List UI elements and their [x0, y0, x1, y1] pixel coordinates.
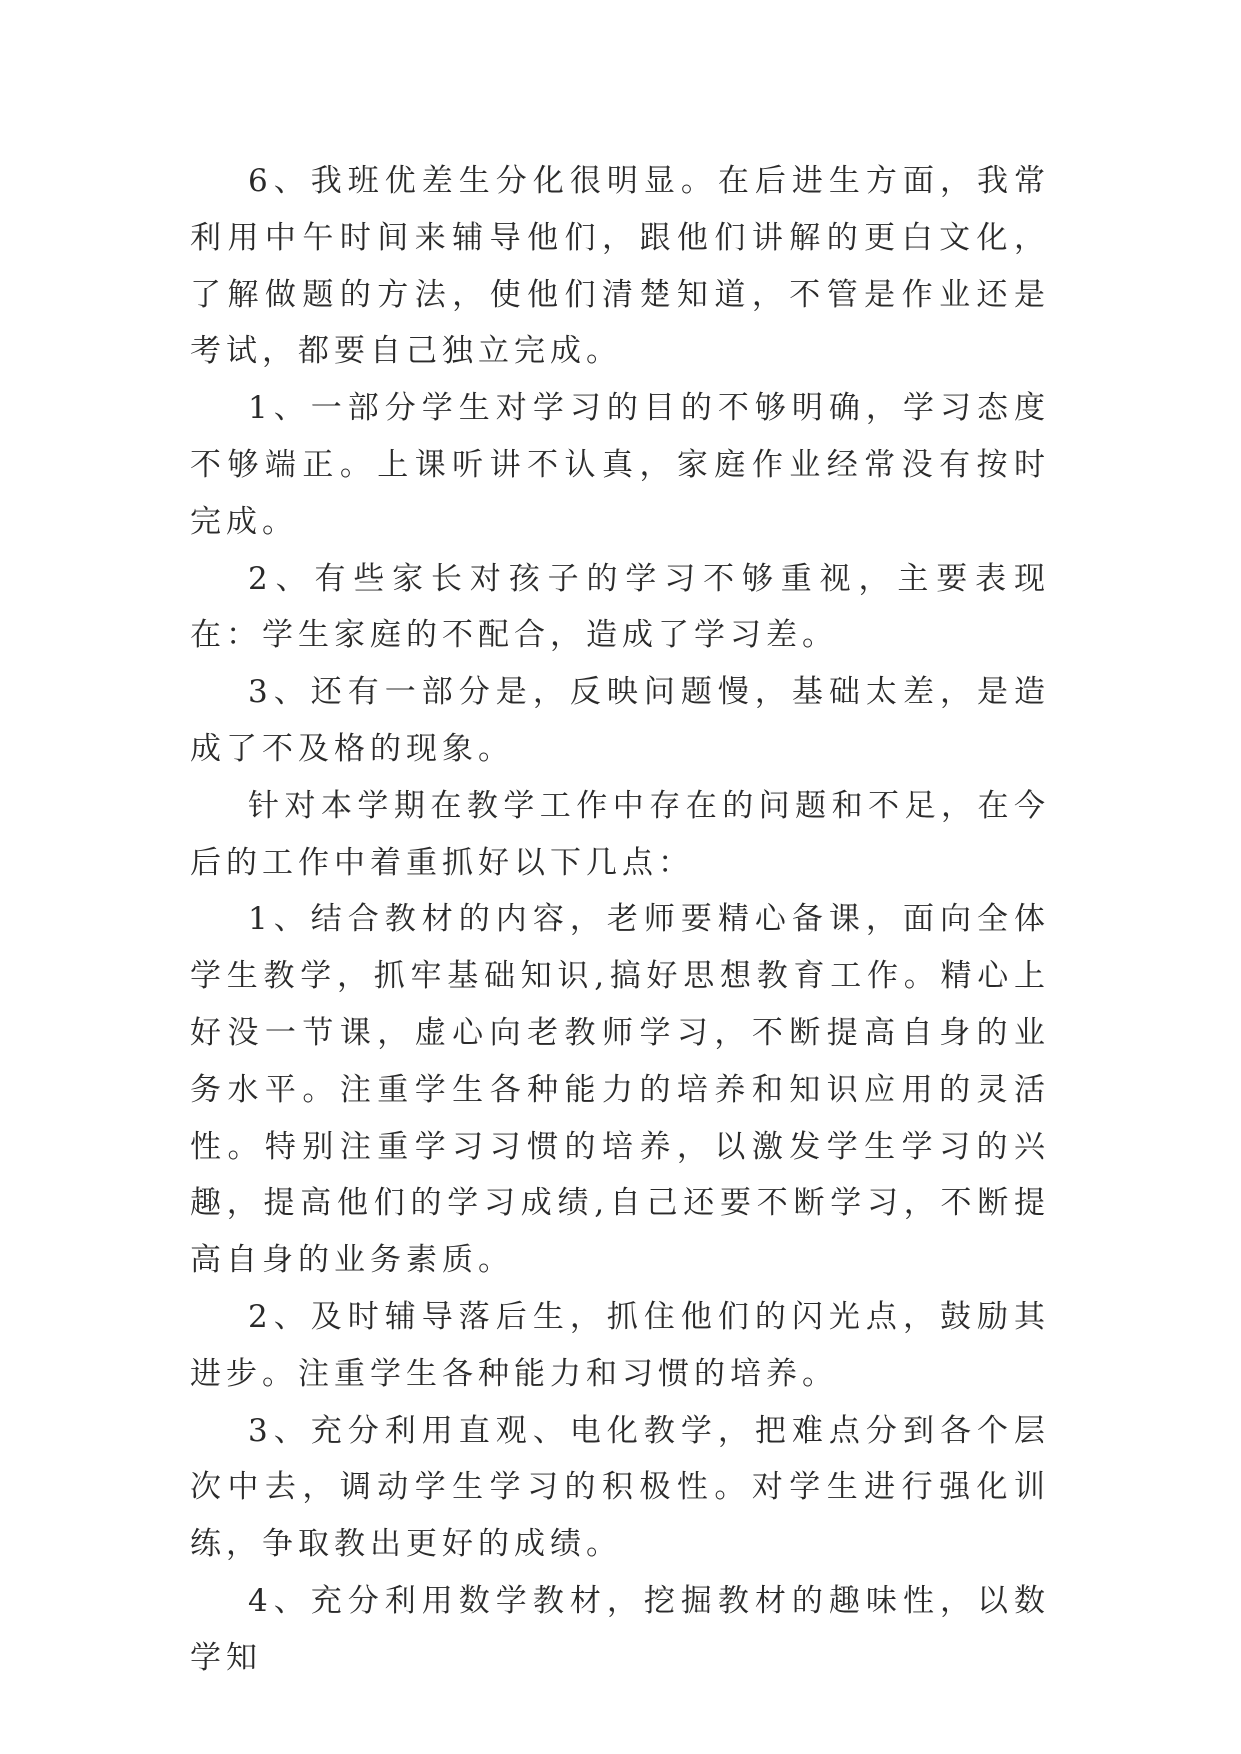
paragraph-7: 2、及时辅导落后生，抓住他们的闪光点，鼓励其进步。注重学生各种能力和习惯的培养。 — [190, 1298, 1050, 1392]
paragraph-2: 1、一部分学生对学习的目的不够明确，学习态度不够端正。上课听讲不认真，家庭作业经常没有按时完成。 — [190, 390, 1050, 540]
paragraph-5: 针对本学期在教学工作中存在的问题和不足，在今后的工作中着重抓好以下几点： — [190, 787, 1050, 881]
paragraph-3: 2、有些家长对孩子的学习不够重视，主要表现在：学生家庭的不配合，造成了学习差。 — [190, 560, 1050, 654]
paragraph-8: 3、充分利用直观、电化教学，把难点分到各个层次中去，调动学生学习的积极性。对学生进行强化训练，争取教出更好的成绩。 — [190, 1412, 1050, 1563]
document-body — [190, 153, 1050, 1687]
paragraph-6: 1、结合教材的内容，老师要精心备课，面向全体学生教学，抓牢基础知识,搞好思想教育工作。精心上好没一节课，虚心向老教师学习，不断提高自身的业务水平。注重学生各种能力的培养和知识应用的灵活性。特别注重学习习惯的培养，以激发学生学习的兴趣，提高他们的学习成绩,自己还要不断学习，不断提高自身的业务素质。 — [190, 901, 1050, 1279]
paragraph-9: 4、充分利用数学教材，挖掘教材的趣味性，以数学知 — [190, 1582, 1050, 1676]
paragraph-4: 3、还有一部分是，反映问题慢，基础太差，是造成了不及格的现象。 — [190, 674, 1050, 767]
paragraph-1: 6、我班优差生分化很明显。在后进生方面，我常利用中午时间来辅导他们，跟他们讲解的更白文化，了解做题的方法，使他们清楚知道，不管是作业还是考试，都要自己独立完成。 — [190, 163, 1050, 370]
